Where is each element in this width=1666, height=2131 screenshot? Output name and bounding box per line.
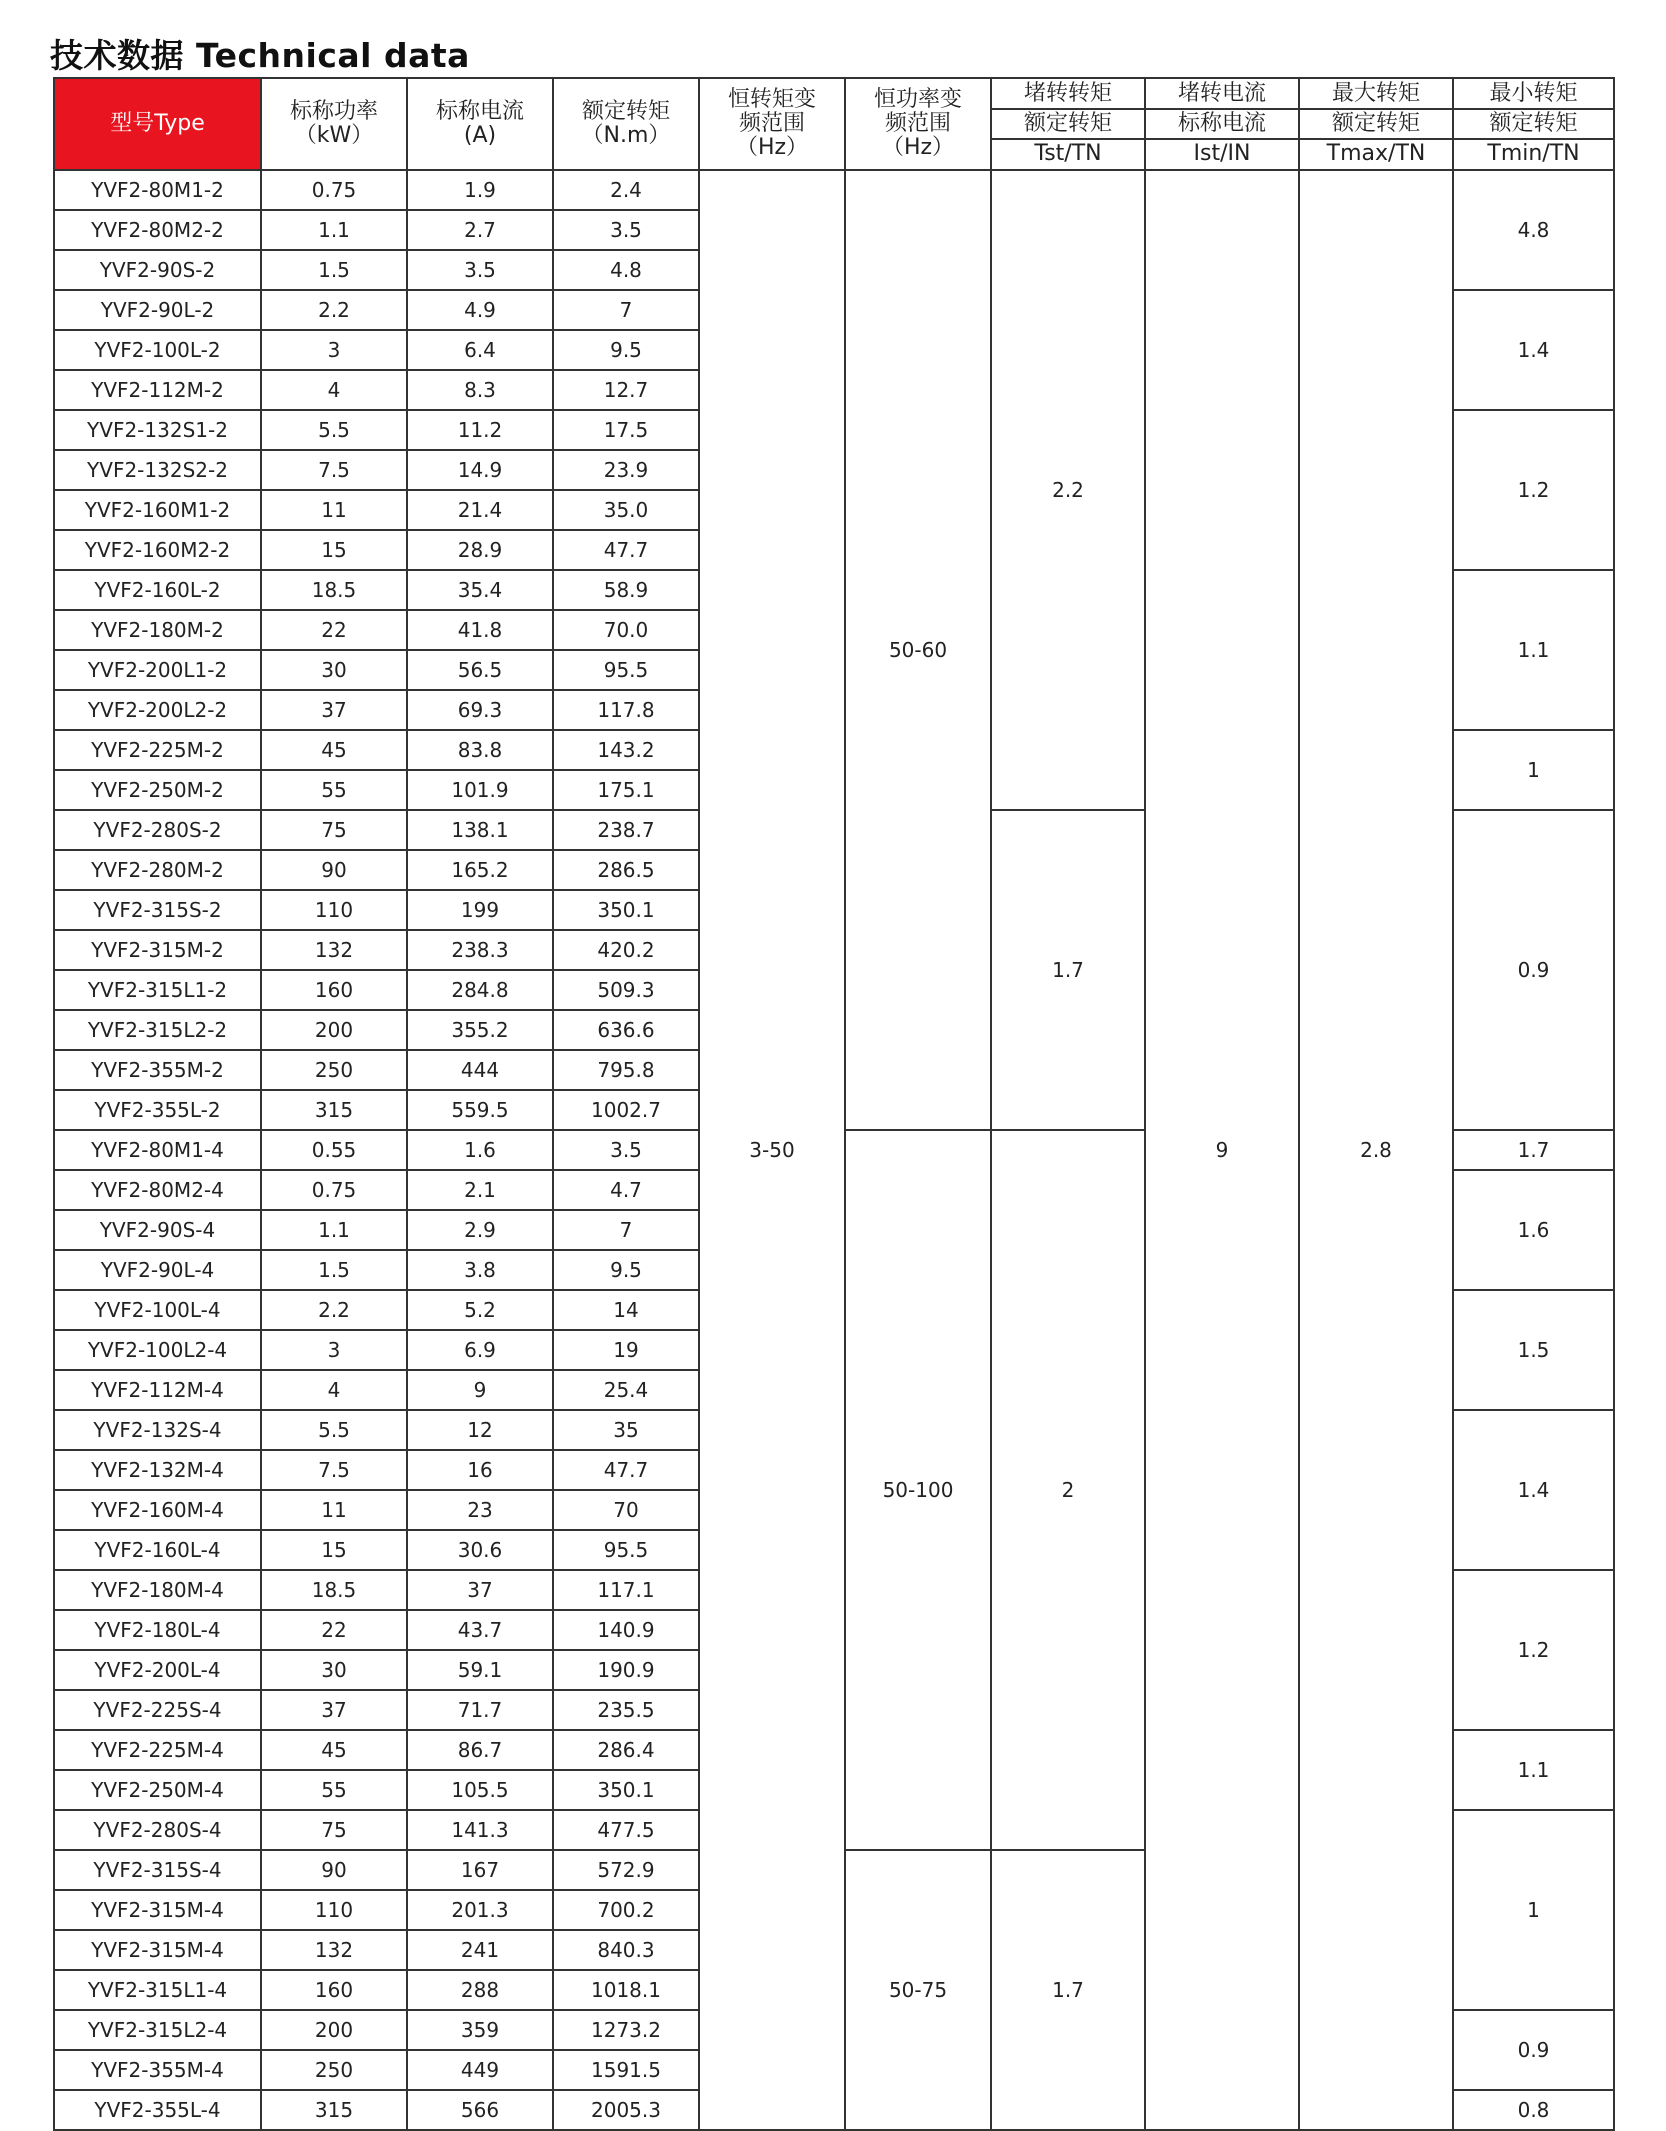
torque-cell: 4.8 — [553, 250, 699, 290]
power-cell: 0.75 — [261, 1170, 407, 1210]
torque-cell: 95.5 — [553, 1530, 699, 1570]
torque-cell: 14 — [553, 1290, 699, 1330]
power-cell: 45 — [261, 1730, 407, 1770]
page-title: 技术数据 Technical data — [50, 36, 470, 75]
model-cell: YVF2-100L-4 — [54, 1290, 261, 1330]
min-torque-cell: 1.1 — [1453, 570, 1614, 730]
model-cell: YVF2-180M-2 — [54, 610, 261, 650]
model-cell: YVF2-280S-4 — [54, 1810, 261, 1850]
header-power — [261, 78, 407, 170]
power-cell: 18.5 — [261, 570, 407, 610]
torque-cell: 19 — [553, 1330, 699, 1370]
torque-cell: 70 — [553, 1490, 699, 1530]
header-ct-line1: 恒转矩变 — [727, 86, 816, 112]
locked-torque-cell: 2 — [991, 1130, 1145, 1850]
min-torque-cell: 0.9 — [1453, 2010, 1614, 2090]
power-cell: 5.5 — [261, 1410, 407, 1450]
power-cell: 90 — [261, 850, 407, 890]
model-cell: YVF2-90S-2 — [54, 250, 261, 290]
power-cell: 0.55 — [261, 1130, 407, 1170]
current-cell: 105.5 — [407, 1770, 553, 1810]
min-torque-cell: 1.6 — [1453, 1170, 1614, 1290]
current-cell: 30.6 — [407, 1530, 553, 1570]
power-cell: 2.2 — [261, 290, 407, 330]
model-cell: YVF2-315L1-4 — [54, 1970, 261, 2010]
current-cell: 41.8 — [407, 610, 553, 650]
torque-cell: 25.4 — [553, 1370, 699, 1410]
min-torque-cell: 1.2 — [1453, 1570, 1614, 1730]
current-cell: 86.7 — [407, 1730, 553, 1770]
header-lc-line2: 标称电流 — [1146, 110, 1298, 140]
model-cell: YVF2-80M2-2 — [54, 210, 261, 250]
torque-cell: 190.9 — [553, 1650, 699, 1690]
power-cell: 160 — [261, 1970, 407, 2010]
torque-cell: 12.7 — [553, 370, 699, 410]
cp-range-cell: 50-75 — [845, 1850, 991, 2130]
current-cell: 56.5 — [407, 650, 553, 690]
torque-cell: 7 — [553, 290, 699, 330]
header-torque — [553, 78, 699, 170]
technical-data-table — [53, 77, 1615, 2131]
current-cell: 16 — [407, 1450, 553, 1490]
current-cell: 444 — [407, 1050, 553, 1090]
torque-cell: 477.5 — [553, 1810, 699, 1850]
locked-torque-cell: 2.2 — [991, 170, 1145, 810]
power-cell: 75 — [261, 1810, 407, 1850]
model-cell: YVF2-225M-2 — [54, 730, 261, 770]
torque-cell: 350.1 — [553, 1770, 699, 1810]
min-torque-cell: 1.7 — [1453, 1130, 1614, 1170]
min-torque-cell: 1.4 — [1453, 1410, 1614, 1570]
header-ct-line3: （Hz） — [735, 135, 809, 161]
header-lc-line3: Ist/IN — [1193, 141, 1251, 167]
power-cell: 1.1 — [261, 210, 407, 250]
min-torque-cell: 0.8 — [1453, 2090, 1614, 2130]
current-cell: 3.8 — [407, 1250, 553, 1290]
power-cell: 37 — [261, 1690, 407, 1730]
current-cell: 4.9 — [407, 290, 553, 330]
header-mt-line2: 额定转矩 — [1300, 110, 1452, 140]
table-row — [54, 170, 1614, 210]
current-cell: 59.1 — [407, 1650, 553, 1690]
power-cell: 37 — [261, 690, 407, 730]
model-cell: YVF2-280S-2 — [54, 810, 261, 850]
header-mint-line1: 最小转矩 — [1454, 80, 1613, 110]
model-cell: YVF2-132S-4 — [54, 1410, 261, 1450]
model-cell: YVF2-200L2-2 — [54, 690, 261, 730]
model-cell: YVF2-355M-2 — [54, 1050, 261, 1090]
current-cell: 1.9 — [407, 170, 553, 210]
torque-cell: 700.2 — [553, 1890, 699, 1930]
model-cell: YVF2-80M1-2 — [54, 170, 261, 210]
current-cell: 241 — [407, 1930, 553, 1970]
power-cell: 3 — [261, 1330, 407, 1370]
model-cell: YVF2-100L-2 — [54, 330, 261, 370]
power-cell: 1.5 — [261, 1250, 407, 1290]
model-cell: YVF2-132M-4 — [54, 1450, 261, 1490]
current-cell: 141.3 — [407, 1810, 553, 1850]
current-cell: 566 — [407, 2090, 553, 2130]
torque-cell: 143.2 — [553, 730, 699, 770]
power-cell: 110 — [261, 1890, 407, 1930]
power-cell: 132 — [261, 930, 407, 970]
power-cell: 132 — [261, 1930, 407, 1970]
power-cell: 250 — [261, 2050, 407, 2090]
torque-cell: 238.7 — [553, 810, 699, 850]
power-cell: 22 — [261, 610, 407, 650]
header-cp-line2: 频范围 — [884, 110, 951, 136]
torque-cell: 17.5 — [553, 410, 699, 450]
power-cell: 250 — [261, 1050, 407, 1090]
header-lt-line1: 堵转转矩 — [992, 80, 1144, 110]
torque-cell: 117.1 — [553, 1570, 699, 1610]
header-current-line2: (A) — [463, 123, 497, 148]
torque-cell: 47.7 — [553, 530, 699, 570]
torque-cell: 35 — [553, 1410, 699, 1450]
power-cell: 4 — [261, 1370, 407, 1410]
current-cell: 8.3 — [407, 370, 553, 410]
current-cell: 199 — [407, 890, 553, 930]
power-cell: 1.1 — [261, 1210, 407, 1250]
current-cell: 2.7 — [407, 210, 553, 250]
torque-cell: 795.8 — [553, 1050, 699, 1090]
model-cell: YVF2-225M-4 — [54, 1730, 261, 1770]
model-cell: YVF2-160L-4 — [54, 1530, 261, 1570]
model-cell: YVF2-315S-4 — [54, 1850, 261, 1890]
power-cell: 15 — [261, 530, 407, 570]
current-cell: 201.3 — [407, 1890, 553, 1930]
torque-cell: 140.9 — [553, 1610, 699, 1650]
torque-cell: 1002.7 — [553, 1090, 699, 1130]
header-torque-line1: 额定转矩 — [581, 98, 670, 124]
model-cell: YVF2-315M-4 — [54, 1890, 261, 1930]
model-cell: YVF2-355L-2 — [54, 1090, 261, 1130]
locked-current-cell: 9 — [1145, 170, 1299, 2130]
power-cell: 7.5 — [261, 450, 407, 490]
current-cell: 449 — [407, 2050, 553, 2090]
current-cell: 71.7 — [407, 1690, 553, 1730]
locked-torque-cell: 1.7 — [991, 1850, 1145, 2130]
header-locked-torque — [991, 78, 1145, 170]
power-cell: 11 — [261, 1490, 407, 1530]
power-cell: 110 — [261, 890, 407, 930]
current-cell: 355.2 — [407, 1010, 553, 1050]
header-type: 型号Type — [54, 78, 261, 170]
header-ct-range — [699, 78, 845, 170]
locked-torque-cell: 1.7 — [991, 810, 1145, 1130]
header-cp-range — [845, 78, 991, 170]
power-cell: 22 — [261, 1610, 407, 1650]
model-cell: YVF2-315S-2 — [54, 890, 261, 930]
current-cell: 9 — [407, 1370, 553, 1410]
model-cell: YVF2-112M-4 — [54, 1370, 261, 1410]
current-cell: 2.9 — [407, 1210, 553, 1250]
current-cell: 6.9 — [407, 1330, 553, 1370]
current-cell: 165.2 — [407, 850, 553, 890]
header-min-torque — [1453, 78, 1614, 170]
model-cell: YVF2-112M-2 — [54, 370, 261, 410]
current-cell: 1.6 — [407, 1130, 553, 1170]
current-cell: 101.9 — [407, 770, 553, 810]
power-cell: 11 — [261, 490, 407, 530]
model-cell: YVF2-90L-2 — [54, 290, 261, 330]
model-cell: YVF2-132S2-2 — [54, 450, 261, 490]
model-cell: YVF2-315M-4 — [54, 1930, 261, 1970]
current-cell: 559.5 — [407, 1090, 553, 1130]
model-cell: YVF2-160M-4 — [54, 1490, 261, 1530]
header-power-line2: （kW） — [294, 123, 374, 148]
min-torque-cell: 1.2 — [1453, 410, 1614, 570]
min-torque-cell: 1.5 — [1453, 1290, 1614, 1410]
torque-cell: 9.5 — [553, 1250, 699, 1290]
current-cell: 288 — [407, 1970, 553, 2010]
model-cell: YVF2-180L-4 — [54, 1610, 261, 1650]
torque-cell: 235.5 — [553, 1690, 699, 1730]
current-cell: 6.4 — [407, 330, 553, 370]
model-cell: YVF2-250M-2 — [54, 770, 261, 810]
torque-cell: 117.8 — [553, 690, 699, 730]
header-current — [407, 78, 553, 170]
header-power-line1: 标称功率 — [289, 98, 378, 124]
current-cell: 35.4 — [407, 570, 553, 610]
max-torque-cell: 2.8 — [1299, 170, 1453, 2130]
power-cell: 45 — [261, 730, 407, 770]
power-cell: 90 — [261, 1850, 407, 1890]
model-cell: YVF2-80M1-4 — [54, 1130, 261, 1170]
table-body — [54, 170, 1614, 2130]
torque-cell: 70.0 — [553, 610, 699, 650]
model-cell: YVF2-100L2-4 — [54, 1330, 261, 1370]
torque-cell: 420.2 — [553, 930, 699, 970]
current-cell: 23 — [407, 1490, 553, 1530]
header-cp-line3: （Hz） — [881, 135, 955, 161]
model-cell: YVF2-200L1-2 — [54, 650, 261, 690]
model-cell: YVF2-90L-4 — [54, 1250, 261, 1290]
torque-cell: 286.5 — [553, 850, 699, 890]
torque-cell: 350.1 — [553, 890, 699, 930]
current-cell: 37 — [407, 1570, 553, 1610]
power-cell: 75 — [261, 810, 407, 850]
header-mt-line1: 最大转矩 — [1300, 80, 1452, 110]
torque-cell: 7 — [553, 1210, 699, 1250]
power-cell: 18.5 — [261, 1570, 407, 1610]
current-cell: 12 — [407, 1410, 553, 1450]
ct-range-cell: 3-50 — [699, 170, 845, 2130]
min-torque-cell: 1.1 — [1453, 1730, 1614, 1810]
model-cell: YVF2-90S-4 — [54, 1210, 261, 1250]
torque-cell: 2005.3 — [553, 2090, 699, 2130]
min-torque-cell: 1 — [1453, 1810, 1614, 2010]
cp-range-cell: 50-60 — [845, 170, 991, 1130]
model-cell: YVF2-280M-2 — [54, 850, 261, 890]
power-cell: 1.5 — [261, 250, 407, 290]
power-cell: 0.75 — [261, 170, 407, 210]
power-cell: 30 — [261, 650, 407, 690]
current-cell: 43.7 — [407, 1610, 553, 1650]
power-cell: 200 — [261, 2010, 407, 2050]
header-mint-line2: 额定转矩 — [1454, 110, 1613, 140]
torque-cell: 23.9 — [553, 450, 699, 490]
power-cell: 7.5 — [261, 1450, 407, 1490]
cp-range-cell: 50-100 — [845, 1130, 991, 1850]
torque-cell: 509.3 — [553, 970, 699, 1010]
model-cell: YVF2-180M-4 — [54, 1570, 261, 1610]
current-cell: 238.3 — [407, 930, 553, 970]
model-cell: YVF2-160M2-2 — [54, 530, 261, 570]
model-cell: YVF2-355M-4 — [54, 2050, 261, 2090]
current-cell: 5.2 — [407, 1290, 553, 1330]
current-cell: 14.9 — [407, 450, 553, 490]
header-mt-line3: Tmax/TN — [1326, 141, 1426, 167]
torque-cell: 1591.5 — [553, 2050, 699, 2090]
current-cell: 21.4 — [407, 490, 553, 530]
power-cell: 55 — [261, 770, 407, 810]
torque-cell: 1273.2 — [553, 2010, 699, 2050]
header-mint-line3: Tmin/TN — [1487, 141, 1580, 167]
torque-cell: 572.9 — [553, 1850, 699, 1890]
model-cell: YVF2-200L-4 — [54, 1650, 261, 1690]
power-cell: 315 — [261, 2090, 407, 2130]
current-cell: 69.3 — [407, 690, 553, 730]
torque-cell: 3.5 — [553, 1130, 699, 1170]
model-cell: YVF2-250M-4 — [54, 1770, 261, 1810]
header-lc-line1: 堵转电流 — [1146, 80, 1298, 110]
header-max-torque — [1299, 78, 1453, 170]
min-torque-cell: 0.9 — [1453, 810, 1614, 1130]
model-cell: YVF2-315M-2 — [54, 930, 261, 970]
model-cell: YVF2-80M2-4 — [54, 1170, 261, 1210]
model-cell: YVF2-315L1-2 — [54, 970, 261, 1010]
current-cell: 28.9 — [407, 530, 553, 570]
model-cell: YVF2-315L2-4 — [54, 2010, 261, 2050]
torque-cell: 1018.1 — [553, 1970, 699, 2010]
model-cell: YVF2-160L-2 — [54, 570, 261, 610]
model-cell: YVF2-355L-4 — [54, 2090, 261, 2130]
torque-cell: 3.5 — [553, 210, 699, 250]
current-cell: 138.1 — [407, 810, 553, 850]
torque-cell: 175.1 — [553, 770, 699, 810]
current-cell: 3.5 — [407, 250, 553, 290]
header-torque-line2: （N.m） — [581, 123, 671, 148]
torque-cell: 840.3 — [553, 1930, 699, 1970]
current-cell: 2.1 — [407, 1170, 553, 1210]
header-locked-current — [1145, 78, 1299, 170]
power-cell: 30 — [261, 1650, 407, 1690]
min-torque-cell: 1 — [1453, 730, 1614, 810]
current-cell: 11.2 — [407, 410, 553, 450]
power-cell: 4 — [261, 370, 407, 410]
torque-cell: 286.4 — [553, 1730, 699, 1770]
torque-cell: 636.6 — [553, 1010, 699, 1050]
power-cell: 2.2 — [261, 1290, 407, 1330]
current-cell: 359 — [407, 2010, 553, 2050]
current-cell: 284.8 — [407, 970, 553, 1010]
torque-cell: 58.9 — [553, 570, 699, 610]
power-cell: 160 — [261, 970, 407, 1010]
header-lt-line2: 额定转矩 — [992, 110, 1144, 140]
header-cp-line1: 恒功率变 — [873, 86, 962, 112]
torque-cell: 4.7 — [553, 1170, 699, 1210]
torque-cell: 95.5 — [553, 650, 699, 690]
current-cell: 167 — [407, 1850, 553, 1890]
min-torque-cell: 1.4 — [1453, 290, 1614, 410]
model-cell: YVF2-132S1-2 — [54, 410, 261, 450]
torque-cell: 35.0 — [553, 490, 699, 530]
current-cell: 83.8 — [407, 730, 553, 770]
header-ct-line2: 频范围 — [738, 110, 805, 136]
torque-cell: 47.7 — [553, 1450, 699, 1490]
power-cell: 315 — [261, 1090, 407, 1130]
header-current-line1: 标称电流 — [435, 98, 524, 124]
torque-cell: 9.5 — [553, 330, 699, 370]
power-cell: 15 — [261, 1530, 407, 1570]
min-torque-cell: 4.8 — [1453, 170, 1614, 290]
header-row — [54, 78, 1614, 170]
power-cell: 5.5 — [261, 410, 407, 450]
model-cell: YVF2-160M1-2 — [54, 490, 261, 530]
power-cell: 55 — [261, 1770, 407, 1810]
model-cell: YVF2-315L2-2 — [54, 1010, 261, 1050]
header-lt-line3: Tst/TN — [1034, 141, 1102, 167]
model-cell: YVF2-225S-4 — [54, 1690, 261, 1730]
torque-cell: 2.4 — [553, 170, 699, 210]
power-cell: 200 — [261, 1010, 407, 1050]
power-cell: 3 — [261, 330, 407, 370]
